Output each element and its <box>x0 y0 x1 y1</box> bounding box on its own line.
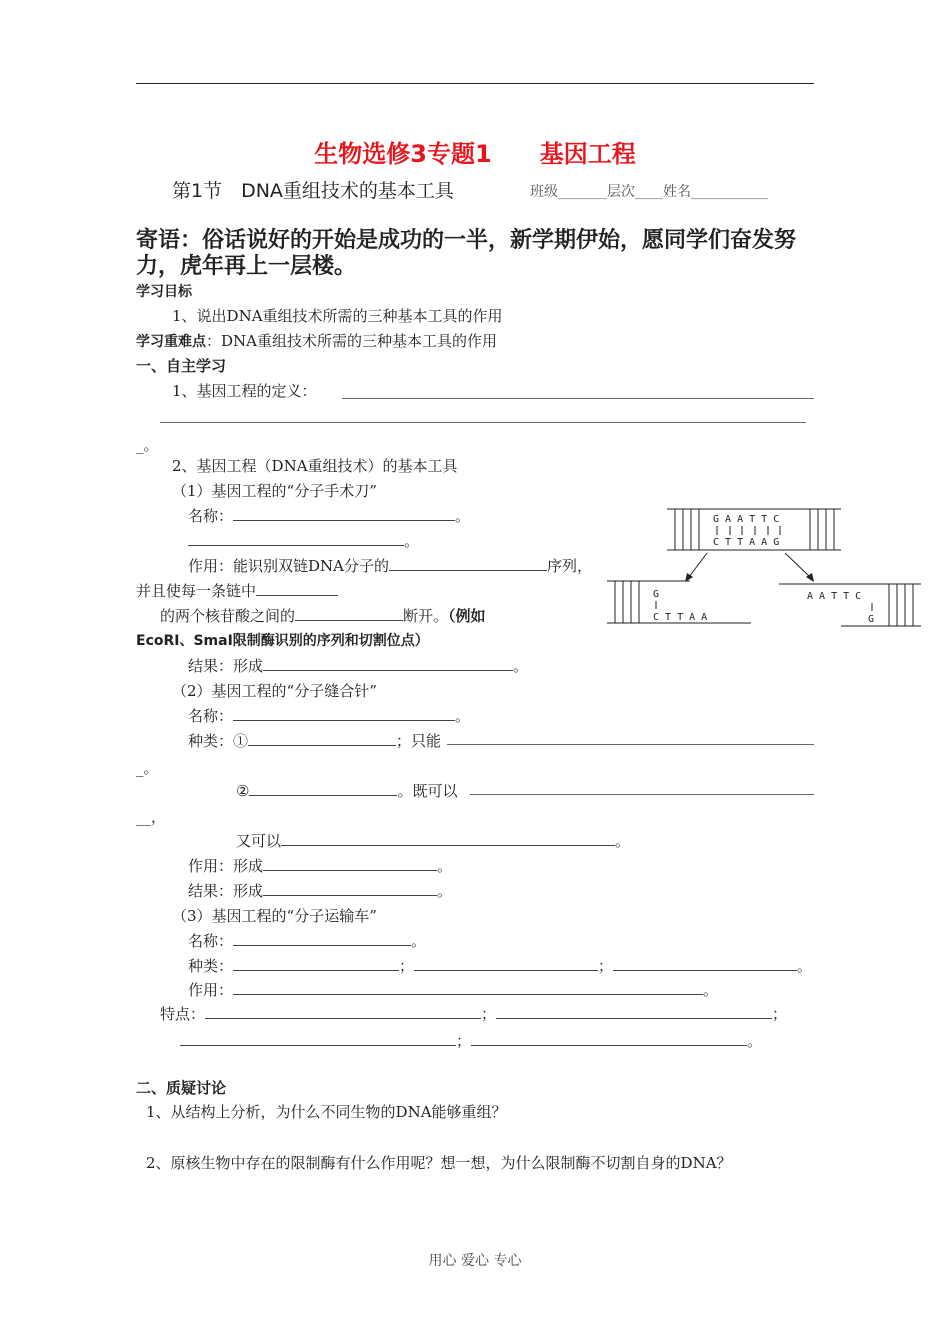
also-blank[interactable] <box>281 831 615 846</box>
period: 。 <box>411 932 427 950</box>
period: 。 <box>455 507 471 525</box>
sub1-title: （1）基因工程的“分子手术刀” <box>172 482 377 500</box>
semicolon: ； <box>772 1005 788 1023</box>
sub3-kinds-row <box>188 955 812 976</box>
only-blank[interactable] <box>447 744 814 745</box>
section-1-heading: 一、自主学习 <box>136 357 227 375</box>
sub2-func-row <box>188 855 452 876</box>
sub2-name-blank[interactable] <box>233 706 455 721</box>
q-end-1: _。 <box>136 759 159 777</box>
goal-item-1: 1、说出DNA重组技术所需的三种基本工具的作用 <box>172 307 503 325</box>
chain-blank[interactable] <box>256 581 338 596</box>
kind2-blank[interactable] <box>414 956 598 971</box>
type2-label: ② <box>236 782 250 800</box>
section-subtitle: 第1节 DNA重组技术的基本工具 <box>172 180 454 202</box>
both-blank[interactable] <box>470 794 814 795</box>
period: 。 <box>404 532 420 550</box>
sub3-title: （3）基因工程的“分子运输车” <box>172 907 377 925</box>
q1-label: 1、基因工程的定义： <box>172 382 317 400</box>
feature-blank-3[interactable] <box>180 1031 456 1046</box>
feature-blank-2[interactable] <box>496 1004 772 1019</box>
sub1-name-blank[interactable] <box>233 506 455 521</box>
intact-dna-segment <box>667 509 841 550</box>
sub1-name-blank-2[interactable] <box>188 531 404 546</box>
top-seq: G A A T T C <box>713 514 780 525</box>
chain-row <box>136 580 338 601</box>
key-point-label: 学习重难点 <box>136 334 206 350</box>
type1-blank[interactable] <box>248 731 396 746</box>
sub2-name-row <box>188 705 470 726</box>
semicolon: ； <box>456 1032 472 1050</box>
key-point <box>136 330 497 351</box>
ecori-cut-diagram <box>605 505 925 630</box>
left-top-seq: G <box>653 589 660 600</box>
sub1-name-row <box>188 505 470 526</box>
also-text: 又可以 <box>236 832 282 850</box>
sub1-function-row <box>188 555 592 576</box>
q1-blank-2[interactable] <box>160 422 806 423</box>
goal-heading: 学习目标 <box>136 284 192 300</box>
left-fragment <box>607 581 751 623</box>
class-info: 班级_______层次____姓名___________ <box>530 184 768 200</box>
res-blank[interactable] <box>263 881 437 896</box>
example-text: （例如 <box>448 607 486 625</box>
types-label: 种类：① <box>188 732 249 750</box>
right-arrow-shaft <box>785 553 810 577</box>
right-top-seq: A A T T C <box>807 591 862 602</box>
q2-label: 2、基因工程（DNA重组技术）的基本工具 <box>172 457 458 475</box>
period: 。 <box>747 1032 763 1050</box>
right-fragment <box>779 584 921 626</box>
section-2-heading: 二、质疑讨论 <box>136 1079 227 1097</box>
result-blank[interactable] <box>263 656 513 671</box>
sub3-name-blank[interactable] <box>233 931 411 946</box>
comma-end: __， <box>136 808 167 826</box>
kind3-blank[interactable] <box>613 956 797 971</box>
kinds-label: 种类： <box>188 957 234 975</box>
sub1-name-row-2 <box>188 530 419 551</box>
page-title: 生物选修3专题1 基因工程 <box>314 140 636 168</box>
type2-blank[interactable] <box>249 781 397 796</box>
feature-blank-1[interactable] <box>205 1004 481 1019</box>
discussion-q1: 1、从结构上分析，为什么不同生物的DNA能够重组？ <box>146 1103 507 1121</box>
sub3-name-row <box>188 930 426 951</box>
result-label: 结果：形成 <box>188 657 264 675</box>
name-label: 名称： <box>188 932 234 950</box>
bond-text: 的两个核苷酸之间的 <box>160 607 296 625</box>
period: 。 <box>437 857 453 875</box>
key-point-text: ：DNA重组技术所需的三种基本工具的作用 <box>206 332 497 350</box>
use-label: 作用： <box>188 981 234 999</box>
res-label: 结果：形成 <box>188 882 264 900</box>
semicolon: ； <box>399 957 415 975</box>
func-label: 作用：形成 <box>188 857 264 875</box>
page-footer: 用心 爱心 专心 <box>428 1253 522 1269</box>
func-blank[interactable] <box>263 856 437 871</box>
sub3-use-row <box>188 979 718 1000</box>
motto: 寄语：俗话说好的开始是成功的一半，新学期伊始，愿同学们奋发努力，虎年再上一层楼。 <box>136 228 797 279</box>
name-label: 名称： <box>188 507 234 525</box>
sub2-res-row <box>188 880 452 901</box>
left-bottom-seq: C T T A A <box>653 612 708 623</box>
period: 。 <box>797 957 813 975</box>
period: 。 <box>437 882 453 900</box>
period: 。 <box>615 832 631 850</box>
bottom-seq: C T T A A G <box>713 537 780 548</box>
both-text: 。既可以 <box>397 782 458 800</box>
q1-end: _。 <box>136 436 159 454</box>
bond-blank[interactable] <box>295 606 403 621</box>
feature-blank-4[interactable] <box>471 1031 747 1046</box>
sub2-types-row <box>188 730 441 751</box>
sub1-result-row <box>188 655 528 676</box>
type2-row <box>236 780 457 801</box>
bond-row <box>160 605 486 626</box>
example-text-2: EcoRI、SmaI限制酶识别的序列和切割位点） <box>136 633 429 649</box>
period: 。 <box>455 707 471 725</box>
use-blank[interactable] <box>233 980 703 995</box>
left-arrow-shaft <box>689 553 707 577</box>
period: 。 <box>513 657 529 675</box>
period: 。 <box>703 981 719 999</box>
only-text: ；只能 <box>396 732 442 750</box>
feature-row-1 <box>160 1003 787 1024</box>
break-text: 断开。 <box>403 607 449 625</box>
name-label: 名称： <box>188 707 234 725</box>
top-rule <box>136 83 814 84</box>
q1-blank-1[interactable] <box>342 398 814 399</box>
semicolon: ； <box>598 957 614 975</box>
seq-blank[interactable] <box>389 556 547 571</box>
discussion-q2: 2、原核生物中存在的限制酶有什么作用呢？想一想，为什么限制酶不切割自身的DNA？ <box>146 1154 732 1172</box>
sub2-title: （2）基因工程的“分子缝合针” <box>172 682 377 700</box>
also-row <box>236 830 630 851</box>
function-label: 作用：能识别双链DNA分子的 <box>188 557 389 575</box>
right-bottom-seq: G <box>868 614 875 625</box>
feature-label: 特点： <box>160 1005 206 1023</box>
chain-text: 并且使每一条链中 <box>136 582 257 600</box>
feature-row-2 <box>180 1030 762 1051</box>
semicolon: ； <box>481 1005 497 1023</box>
seq-text: 序列， <box>547 557 593 575</box>
kind1-blank[interactable] <box>233 956 399 971</box>
